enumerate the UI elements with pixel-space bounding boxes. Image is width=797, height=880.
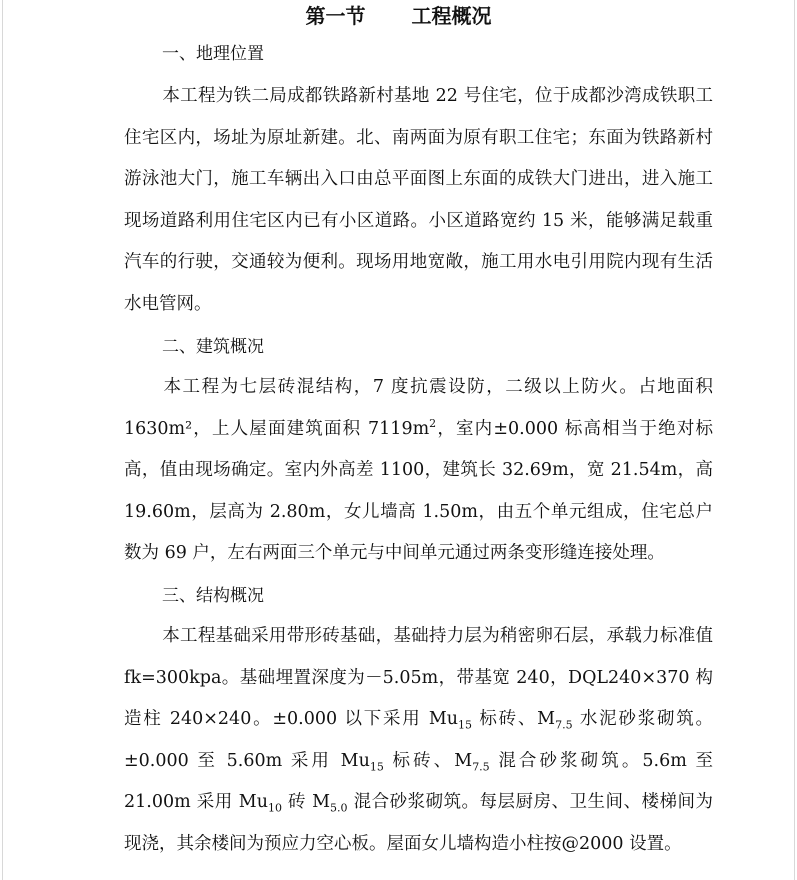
paragraph-building	[124, 367, 713, 575]
structure-sub-3: 15	[369, 760, 384, 773]
structure-text-7: 混合砂浆砌筑。每层厨房、卫生间、楼梯间为现浇，其余楼间为预应力空心板。屋面女儿墙构造小柱按@2000 设置。	[124, 792, 713, 854]
structure-text-1: 本工程基础采用带形砖基础，基础持力层为稍密卵石层，承载力标准值 fk=300kpa。基础埋置深度为－5.05m，带基宽 240，DQL240×370 构造柱 240×240。±0.000 以下采用 Mu	[124, 626, 713, 729]
structure-text-2: 标砖、M	[472, 709, 556, 729]
building-sup-1: 2	[429, 416, 437, 430]
structure-sub-1: 15	[458, 718, 473, 732]
structure-sub-5: 10	[268, 801, 282, 815]
paragraph-structure	[124, 616, 713, 865]
page-border-left	[2, 0, 3, 880]
building-text-2: ，室内±0.000 标高相当于绝对标高，值由现场确定。室内外高差 1100，建筑长 32.69m，宽 21.54m，高 19.60m，层高为 2.80m，女儿墙高 1.50m，由五个单元组成，住宅总户数为 69 户，左右两面三个单元与中间单元通过两条变形缝连接处理。	[124, 418, 713, 563]
page-border-right	[794, 0, 795, 880]
paragraph-location-text: 本工程为铁二局成都铁路新村基地 22 号住宅，位于成都沙湾成铁职工住宅区内，场址为原址新建。北、南两面为原有职工住宅；东面为铁路新村游泳池大门，施工车辆出入口由总平面图上东面的成铁大门进出，进入施工现场道路利用住宅区内已有小区道路。小区道路宽约 15 米，能够满足载重汽车的行驶，交通较为便利。现场用地宽敞，施工用水电引用院内现有生活水电管网。	[124, 86, 713, 314]
structure-text-4: 标砖、M	[383, 750, 473, 771]
structure-sub-4: 7.5	[472, 760, 490, 773]
heading-structure: 三、结构概况	[162, 586, 264, 606]
heading-building: 二、建筑概况	[162, 337, 264, 357]
structure-text-3: 水泥砂浆砌筑。±0.000 至 5.60m 采用 Mu	[124, 709, 713, 771]
section-title	[0, 0, 797, 32]
structure-text-6: 砖 M	[282, 792, 331, 812]
structure-sub-2: 7.5	[555, 718, 573, 732]
structure-text-5: 混合砂浆砌筑。5.6m 至 21.00m 采用 Mu	[124, 750, 713, 812]
building-text-1: 本工程为七层砖混结构，7 度抗震设防，二级以上防火。占地面积 1630m²，上人屋面建筑面积 7119m	[124, 377, 713, 439]
paragraph-location	[124, 76, 713, 325]
heading-location: 一、地理位置	[162, 44, 264, 64]
section-number: 第一节	[305, 4, 366, 28]
section-name: 工程概况	[411, 4, 492, 28]
structure-sub-6: 5.0	[330, 801, 348, 815]
